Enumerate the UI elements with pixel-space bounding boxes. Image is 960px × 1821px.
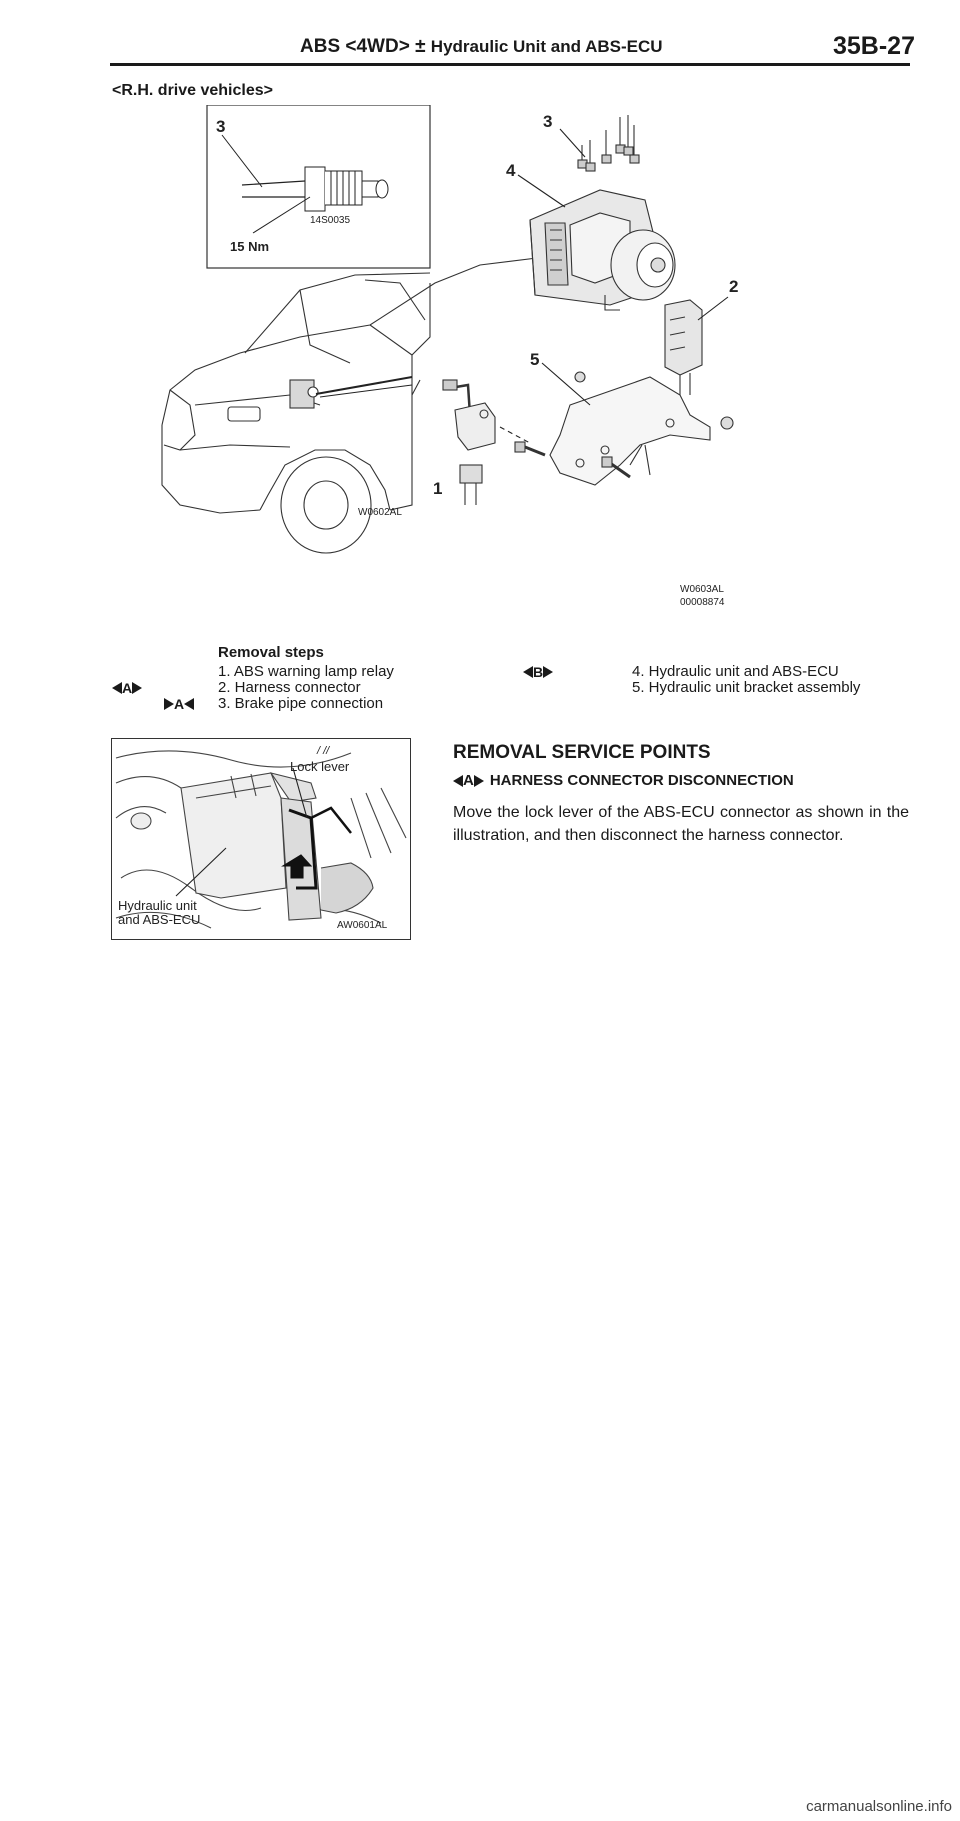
removal-step-3: 3. Brake pipe connection xyxy=(218,695,384,712)
variant-label: <R.H. drive vehicles> xyxy=(112,82,273,99)
removal-step-4: 4. Hydraulic unit and ABS-ECU xyxy=(632,663,839,680)
removal-step-1: 1. ABS warning lamp relay xyxy=(218,663,394,680)
removal-steps-title: Removal steps xyxy=(218,644,324,661)
header-rule xyxy=(110,63,910,66)
page-number: 35B-27 xyxy=(833,32,915,60)
right-arrow-icon xyxy=(132,682,142,694)
marker-letter: B xyxy=(533,664,544,680)
left-arrow-icon xyxy=(523,666,533,678)
service-paragraph: Move the lock lever of the ABS-ECU connector as shown in the illustration, and then disconnect the harness connector. xyxy=(453,804,909,844)
callout-2: 2 xyxy=(729,277,739,296)
exploded-number: 00008874 xyxy=(680,597,725,608)
lock-lever-label: Lock lever xyxy=(290,759,350,774)
marker-step-3 xyxy=(164,696,194,712)
connector-figure-code: AW0601AL xyxy=(337,920,388,931)
inset-code: 14S0035 xyxy=(310,215,351,226)
left-arrow-icon xyxy=(112,682,122,694)
removal-step-2: 2. Harness connector xyxy=(218,679,361,696)
exploded-code: W0603AL xyxy=(680,584,724,595)
inset-callout: 3 xyxy=(216,117,226,136)
header-title-sub: Hydraulic Unit and ABS-ECU xyxy=(430,37,663,56)
removal-step-5: 5. Hydraulic unit bracket assembly xyxy=(632,679,861,696)
service-sub-marker: A xyxy=(463,772,474,789)
footer-watermark: carmanualsonline.info xyxy=(806,1798,952,1815)
vehicle-code: W0602AL xyxy=(358,507,402,518)
marker-step-2 xyxy=(112,680,142,696)
service-sub-title: HARNESS CONNECTOR DISCONNECTION xyxy=(489,772,794,789)
service-subtitle xyxy=(453,772,794,789)
callout-4: 4 xyxy=(506,161,516,180)
hydraulic-unit-label-line1: Hydraulic unit xyxy=(118,898,197,913)
left-arrow-icon xyxy=(184,698,194,710)
left-arrow-icon xyxy=(453,775,463,787)
connector-figure-tick-marks: / // xyxy=(317,745,330,757)
header-title xyxy=(300,36,663,58)
callout-1: 1 xyxy=(433,479,443,498)
marker-step-4 xyxy=(523,664,553,680)
marker-letter: A xyxy=(122,680,133,696)
vehicle-illustration xyxy=(162,257,545,553)
inset-figure xyxy=(207,105,430,268)
callout-5: 5 xyxy=(530,350,540,369)
right-arrow-icon xyxy=(543,666,553,678)
inset-torque: 15 Nm xyxy=(230,239,270,254)
right-arrow-icon xyxy=(474,775,484,787)
hydraulic-unit-label-line2: and ABS-ECU xyxy=(118,912,201,927)
marker-letter: A xyxy=(174,696,185,712)
main-figure xyxy=(150,105,870,620)
service-points-title: REMOVAL SERVICE POINTS xyxy=(453,742,711,763)
connector-figure xyxy=(111,738,411,940)
exploded-view xyxy=(443,115,733,505)
callout-3: 3 xyxy=(543,112,553,131)
right-arrow-icon xyxy=(164,698,174,710)
header-title-main: ABS <4WD> ± xyxy=(300,36,426,57)
